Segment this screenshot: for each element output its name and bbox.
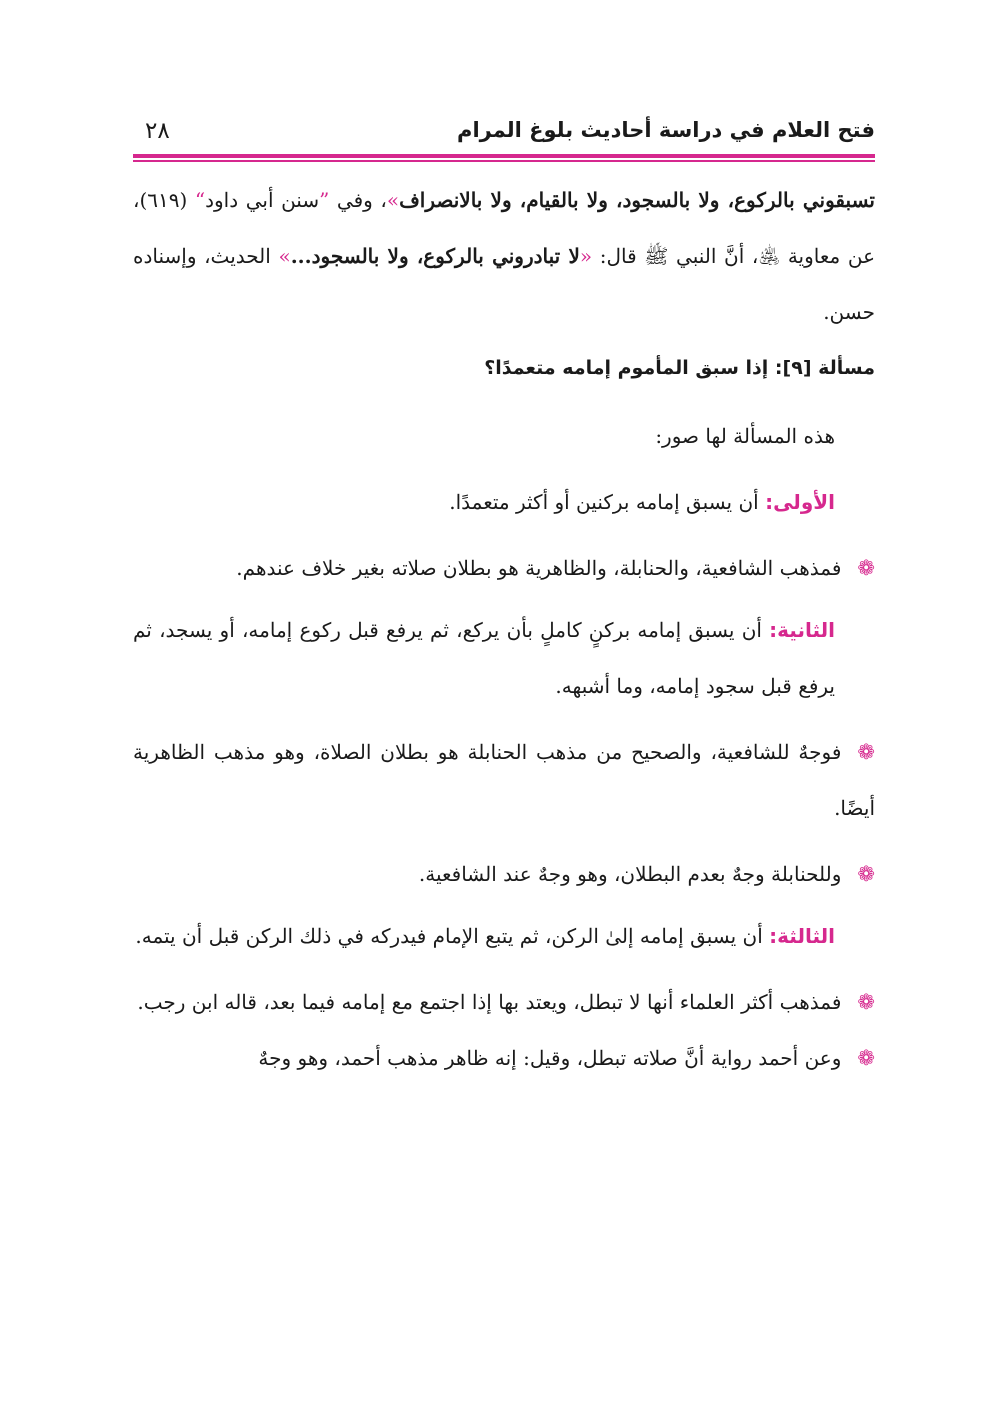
question-heading: مسألة [٩]: إذا سبق المأموم إمامه متعمدًا؟ bbox=[484, 357, 875, 379]
case-first bbox=[133, 474, 875, 530]
case-first-label: الأولى: bbox=[765, 490, 835, 514]
spacer bbox=[133, 714, 875, 724]
bold-intro: تسبقوني بالركوع، ولا بالسجود، ولا بالقيام، ولا بالانصراف bbox=[399, 188, 875, 212]
case-first-text: أن يسبق إمامه بركنين أو أكثر متعمدًا. bbox=[449, 490, 766, 514]
bold-hadith: لا تبادروني بالركوع، ولا بالسجود... bbox=[290, 244, 580, 268]
open-quote: « bbox=[579, 244, 593, 268]
case-second-label: الثانية: bbox=[769, 618, 835, 642]
flower-icon: ❁ bbox=[857, 990, 875, 1014]
text-chain: (٦١٩)، عن معاوية ﵁، أنَّ النبي ﷺ قال: bbox=[133, 188, 876, 268]
bullet-2-text: فوجهٌ للشافعية، والصحيح من مذهب الحنابلة هو بطلان الصلاة، وهو مذهب الظاهرية أيضًا. bbox=[133, 740, 875, 820]
close-quote: » bbox=[386, 188, 400, 212]
paragraph-hadith bbox=[133, 172, 875, 340]
spacer bbox=[133, 530, 875, 540]
case-third bbox=[133, 908, 875, 964]
source-name: سنن أبي داود bbox=[205, 188, 320, 212]
book-title: فتح العلام في دراسة أحاديث بلوغ المرام bbox=[457, 118, 875, 142]
close-source-quote: “ bbox=[194, 188, 206, 212]
flower-icon: ❁ bbox=[857, 862, 875, 886]
spacer bbox=[133, 464, 875, 474]
bullet-3 bbox=[133, 846, 875, 902]
text-end: الحديث، وإسناده حسن. bbox=[133, 244, 875, 324]
bullet-5 bbox=[133, 1030, 875, 1086]
bullet-4 bbox=[133, 974, 875, 1030]
page-number: ٢٨ bbox=[145, 118, 170, 144]
bullet-5-text: وعن أحمد رواية أنَّ صلاته تبطل، وقيل: إنه ظاهر مذهب أحمد، وهو وجهٌ bbox=[258, 1046, 842, 1070]
bullet-4-text: فمذهب أكثر العلماء أنها لا تبطل، ويعتد بها إذا اجتمع مع إمامه فيما بعد، قاله ابن رجب. bbox=[137, 990, 842, 1014]
open-source-quote: ” bbox=[319, 188, 330, 212]
flower-icon: ❁ bbox=[857, 1046, 875, 1070]
bullet-1-text: فمذهب الشافعية، والحنابلة، والظاهرية هو بطلان صلاته بغير خلاف عندهم. bbox=[236, 556, 842, 580]
text-mid: ، وفي bbox=[329, 188, 387, 212]
bullet-3-text: وللحنابلة وجهٌ بعدم البطلان، وهو وجهٌ عند الشافعية. bbox=[418, 862, 842, 886]
page-body bbox=[133, 172, 875, 1086]
bullet-2 bbox=[133, 724, 875, 836]
spacer bbox=[133, 836, 875, 846]
flower-icon: ❁ bbox=[857, 740, 875, 764]
intro-line: هذه المسألة لها صور: bbox=[655, 424, 835, 448]
header-rule-thin bbox=[133, 160, 875, 162]
header-rule-thick bbox=[133, 154, 875, 158]
case-third-label: الثالثة: bbox=[769, 924, 835, 948]
case-second bbox=[133, 602, 875, 714]
flower-icon: ❁ bbox=[857, 556, 875, 580]
case-second-text: أن يسبق إمامه بركنٍ كاملٍ بأن يركع، ثم يرفع قبل ركوع إمامه، أو يسجد، ثم يرفع قبل سجود إمامه، وما أشبهه. bbox=[133, 618, 835, 698]
close-quote-2: » bbox=[278, 244, 291, 268]
page-header bbox=[133, 118, 875, 154]
bullet-1 bbox=[133, 540, 875, 596]
case-third-text: أن يسبق إمامه إلىٰ الركن، ثم يتبع الإمام فيدركه في ذلك الركن قبل أن يتمه. bbox=[135, 924, 770, 948]
spacer bbox=[133, 964, 875, 974]
